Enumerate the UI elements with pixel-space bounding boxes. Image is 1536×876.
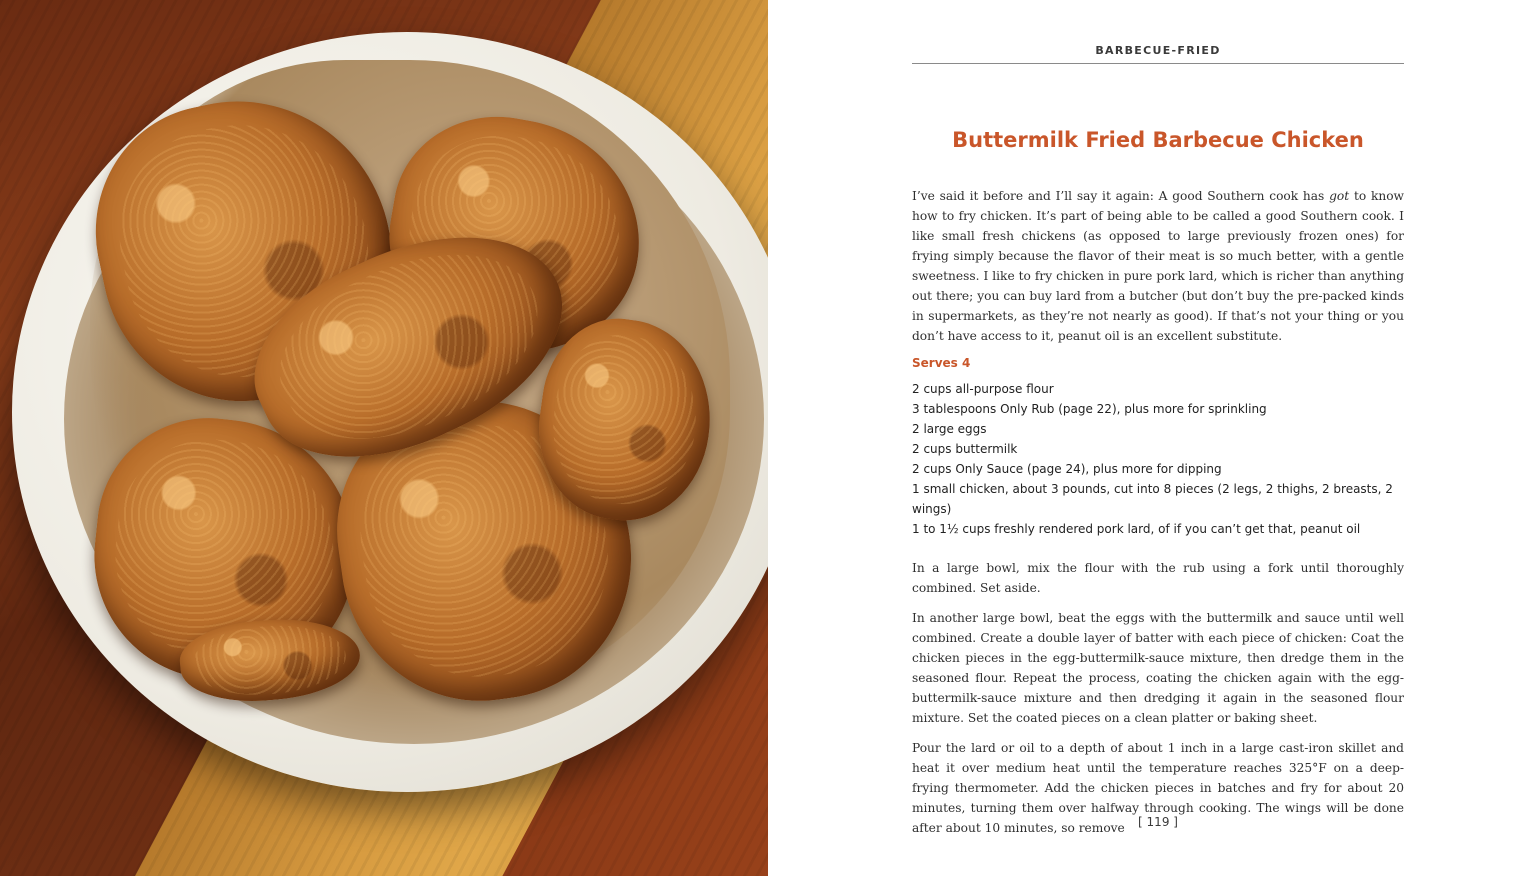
method-step: In a large bowl, mix the flour with the rub using a fork until thoroughly combined. Set aside. xyxy=(912,561,1404,595)
method-step: Pour the lard or oil to a depth of about 1 inch in a large cast-iron skillet and heat it over medium heat until the temperature reaches 325°F on a deep-frying thermometer. Add the chicken pieces in batches and fry for about 20 minutes, turning them over halfway through cooking. The wings will be done after about 10 minutes, so remove xyxy=(912,741,1404,835)
ingredient-list xyxy=(912,379,1404,539)
ingredient-item: 2 large eggs xyxy=(912,422,987,436)
ingredient-item: 1 to 1½ cups freshly rendered pork lard, of if you can’t get that, peanut oil xyxy=(912,522,1361,536)
ingredient-item: 1 small chicken, about 3 pounds, cut into 8 pieces (2 legs, 2 thighs, 2 breasts, 2 wings) xyxy=(912,482,1393,516)
intro-paragraph: I’ve said it before and I’ll say it again: A good Southern cook has got to know how to fry chicken. It’s part of being able to be called a good Southern cook. I like small fresh chickens (as opposed to large previously frozen ones) for frying simply because the flavor of their meat is so much better, with a gentle sweetness. I like to fry chicken in pure pork lard, which is richer than anything out there; you can buy lard from a butcher (but don’t buy the pre-packed kinds in supermarkets, as they’re not nearly as good). If that’s not your thing or you don’t have access to it, peanut oil is an excellent substitute. xyxy=(912,189,1404,343)
emphasis-got: got xyxy=(1329,189,1350,203)
recipe-body xyxy=(912,186,1404,848)
ingredient-item: 2 cups all-purpose flour xyxy=(912,382,1054,396)
page-number: [ 119 ] xyxy=(1138,815,1178,829)
running-head: BARBECUE-FRIED xyxy=(1095,44,1221,57)
recipe-page xyxy=(768,0,1536,876)
ingredient-item: 2 cups Only Sauce (page 24), plus more for dipping xyxy=(912,462,1222,476)
recipe-title: Buttermilk Fried Barbecue Chicken xyxy=(952,128,1364,152)
method-step: In another large bowl, beat the eggs with the buttermilk and sauce until well combined. Create a double layer of batter with each piece of chicken: Coat the chicken pieces in the egg-buttermilk-sauce mixture, then dredge them in the seasoned flour. Repeat the process, coating the chicken again with the egg-buttermilk-sauce mixture and then dredging it again in the seasoned flour mixture. Set the coated pieces on a clean platter or baking sheet. xyxy=(912,611,1404,725)
ingredient-item: 2 cups buttermilk xyxy=(912,442,1018,456)
ingredient-item: 3 tablespoons Only Rub (page 22), plus more for sprinkling xyxy=(912,402,1267,416)
serves-label: Serves 4 xyxy=(912,356,971,370)
header-rule xyxy=(912,63,1404,64)
